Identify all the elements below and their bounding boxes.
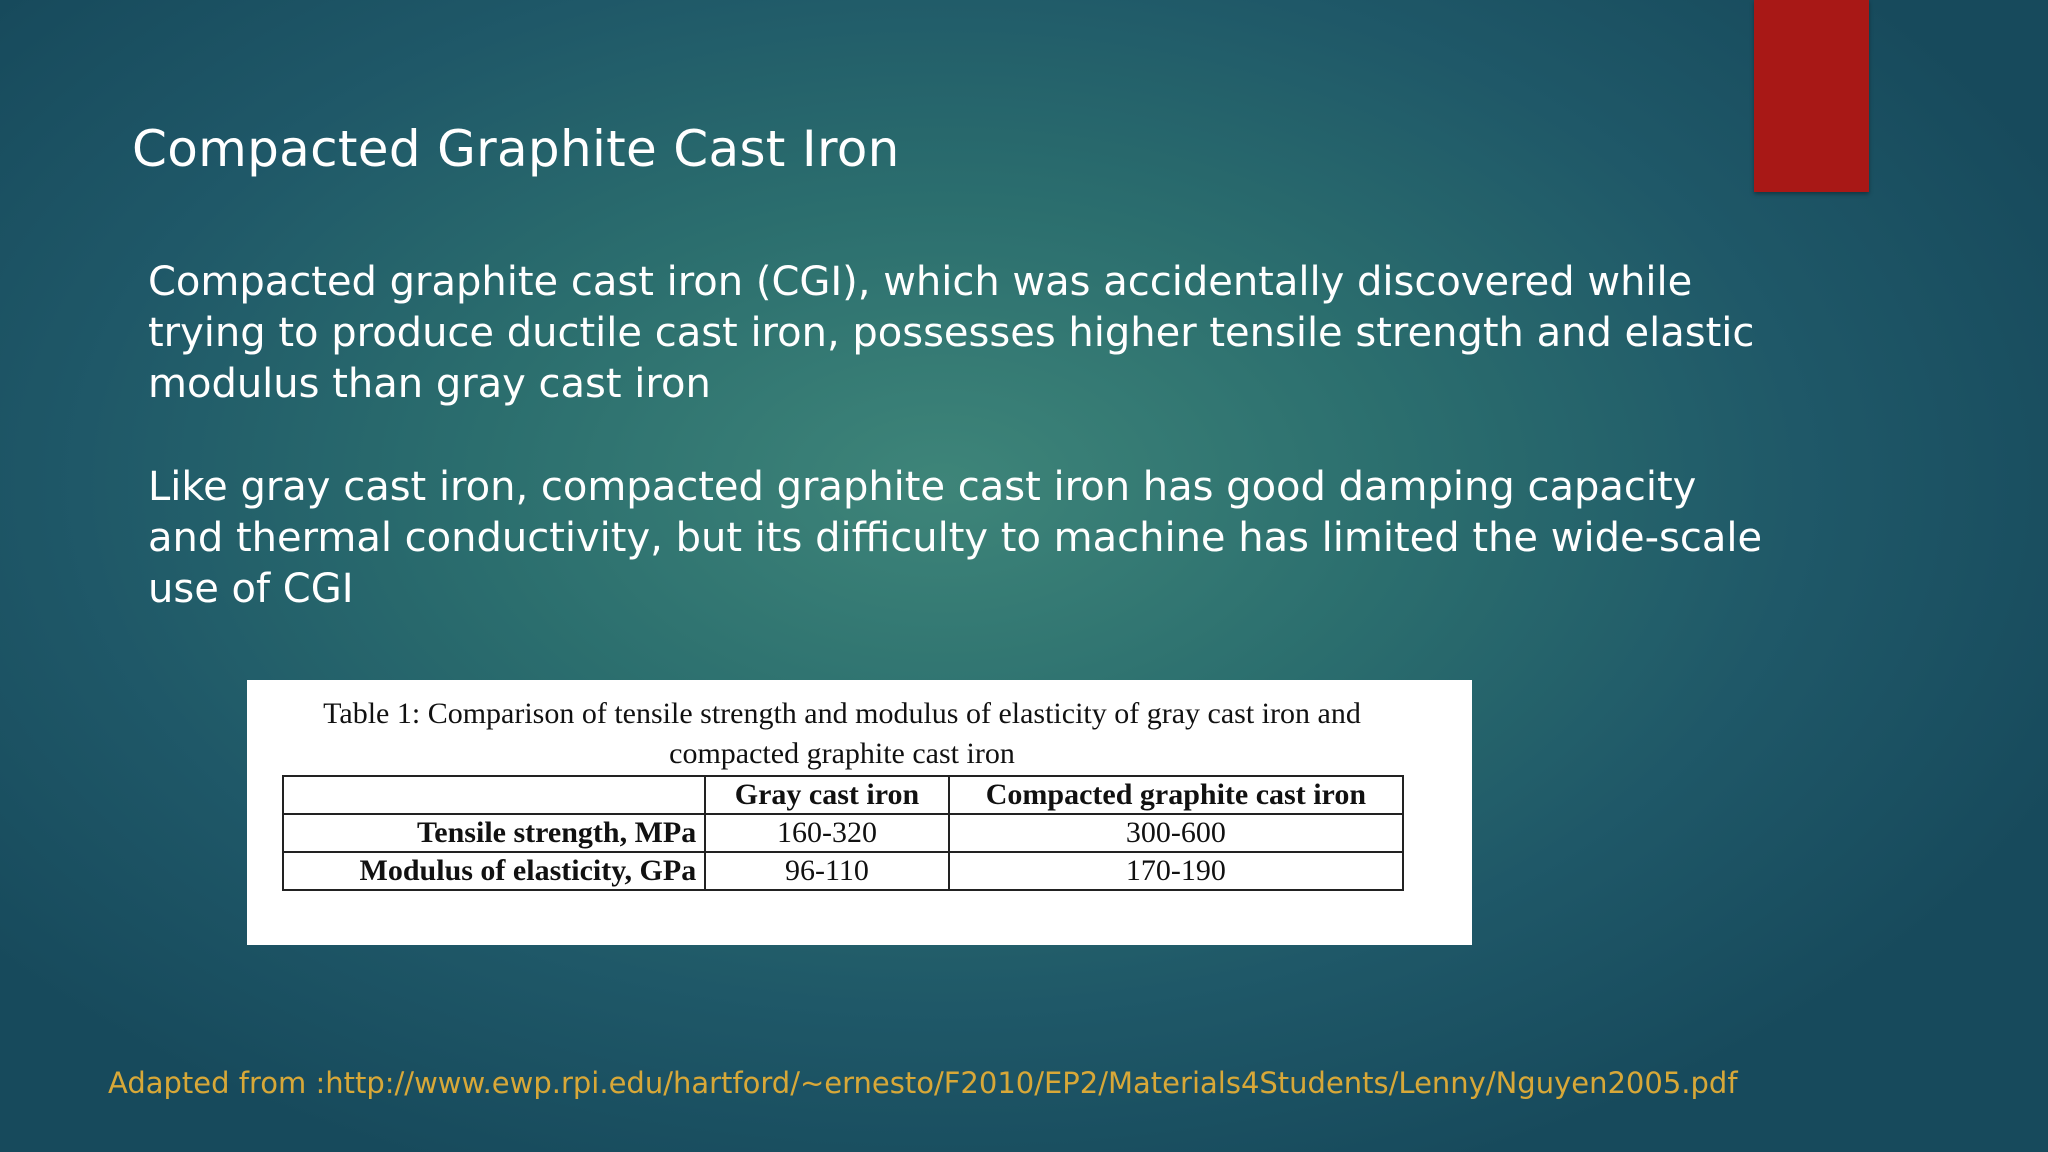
red-accent-bar — [1754, 0, 1869, 192]
table-header-row — [283, 776, 1403, 814]
cell-cgi-tensile: 300-600 — [949, 814, 1403, 852]
row-label-modulus: Modulus of elasticity, GPa — [283, 852, 705, 890]
slide-title: Compacted Graphite Cast Iron — [132, 120, 900, 178]
paragraph-line: trying to produce ductile cast iron, possesses higher tensile strength and elastic — [148, 310, 1755, 356]
paragraph-line: Like gray cast iron, compacted graphite cast iron has good damping capacity — [148, 464, 1697, 510]
table-row — [283, 852, 1403, 890]
paragraph-cgi-properties — [148, 462, 1848, 615]
header-compacted-graphite: Compacted graphite cast iron — [949, 776, 1403, 814]
caption-line: Table 1: Comparison of tensile strength and modulus of elasticity of gray cast iron and — [323, 697, 1361, 730]
paragraph-line: Compacted graphite cast iron (CGI), which was accidentally discovered while — [148, 259, 1693, 305]
table-caption — [247, 694, 1437, 774]
source-citation: Adapted from :http://www.ewp.rpi.edu/hartford/~ernesto/F2010/EP2/Materials4Students/Lenny/Nguyen2005.pdf — [108, 1066, 1738, 1100]
paragraph-line: modulus than gray cast iron — [148, 361, 711, 407]
paragraph-line: use of CGI — [148, 566, 354, 612]
paragraph-cgi-intro — [148, 257, 1848, 410]
header-empty-cell — [283, 776, 705, 814]
cell-gray-tensile: 160-320 — [705, 814, 949, 852]
table-row — [283, 814, 1403, 852]
cell-gray-modulus: 96-110 — [705, 852, 949, 890]
comparison-table — [282, 775, 1404, 891]
header-gray-cast-iron: Gray cast iron — [705, 776, 949, 814]
row-label-tensile-strength: Tensile strength, MPa — [283, 814, 705, 852]
paragraph-line: and thermal conductivity, but its difficulty to machine has limited the wide-scale — [148, 515, 1763, 561]
comparison-table-figure — [247, 680, 1472, 945]
caption-line: compacted graphite cast iron — [669, 737, 1015, 770]
cell-cgi-modulus: 170-190 — [949, 852, 1403, 890]
